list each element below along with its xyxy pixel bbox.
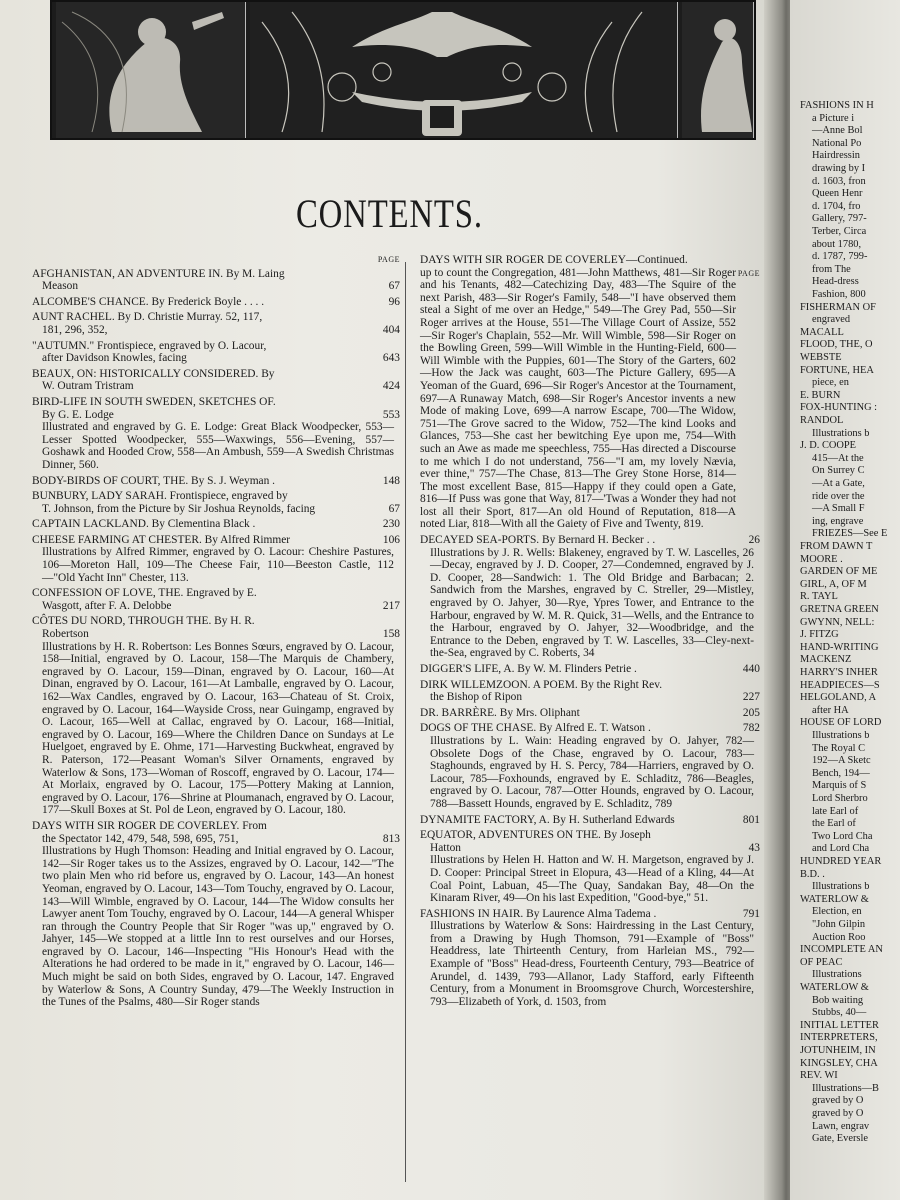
facing-page-line: INITIAL LETTER (800, 1019, 879, 1031)
facing-page-line: Auction Roo (812, 931, 866, 943)
entry-page-number: 43 (748, 841, 760, 854)
entry-page-number: 791 (742, 907, 760, 920)
entry-title: "AUTUMN." Frontispiece, engraved by O. Lacour, (32, 339, 267, 352)
facing-page-line: Illustrations—B (812, 1082, 879, 1094)
facing-page-line: MACKENZ (800, 654, 852, 666)
entry-page-number: 424 (382, 380, 400, 393)
facing-page-line: WATERLOW & (800, 982, 869, 993)
facing-page-line: "John Gilpin (812, 919, 866, 930)
entry-illustrations: Illustrations by L. Wain: Heading engraved by O. Jahyer, 782—Obsolete Dogs of the Chase, engraved by O. Lacour, 783—Staghounds, engraved by H. S. Percy, 784—Harriers, engraved by O. Lacour, 785—Foxhounds, engraved by E. Schladitz, 786—Beagles, engraved by O. Lacour, 787—Otter Hounds, engraved by O. Lacour, 788—Bassett Hounds, engraved by E. Schladitz, 789 (430, 734, 754, 810)
contents-column-left (32, 254, 400, 1012)
facing-page-line: HARRY'S INHER (800, 667, 878, 678)
facing-page-line: after HA (812, 704, 849, 716)
facing-page-line: GARDEN OF ME (800, 566, 878, 578)
banner-illustration (52, 2, 758, 142)
entry-byline: the Spectator 142, 479, 548, 598, 695, 751, (42, 832, 239, 845)
facing-page-line: FASHIONS IN H (800, 100, 874, 111)
entry-page-number: 67 (388, 502, 400, 515)
contents-entry (32, 475, 400, 488)
facing-page-line: Lawn, engrav (812, 1120, 870, 1132)
decorative-banner (50, 0, 756, 140)
entry-byline: Wasgott, after F. A. Delobbe (42, 599, 172, 612)
facing-page-line: d. 1603, fron (812, 175, 866, 187)
column-divider (405, 262, 406, 1182)
contents-entry (32, 268, 400, 293)
contents-entry (32, 368, 400, 393)
facing-page-line: Bob waiting (812, 994, 864, 1006)
contents-column-right (420, 254, 760, 1011)
facing-page-line: 192—A Sketc (812, 755, 871, 767)
entry-byline: Robertson (42, 628, 89, 641)
facing-page-line: HELGOLAND, A (800, 692, 877, 704)
entry-page-number: 67 (388, 280, 400, 293)
entry-page-number: 440 (742, 663, 760, 675)
entry-title: EQUATOR, ADVENTURES ON THE. By Joseph (420, 829, 651, 842)
facing-page-line: E. BURN (800, 389, 841, 401)
facing-page-line: drawing by I (812, 163, 866, 174)
facing-page-line: JOTUNHEIM, IN (800, 1045, 876, 1056)
contents-entry (420, 814, 760, 827)
page-column-label: PAGE (737, 269, 760, 278)
facing-page-line: FISHERMAN OF (800, 301, 876, 313)
facing-page-line: Gate, Eversle (812, 1133, 868, 1145)
facing-page-line: and Lord Cha (812, 843, 870, 855)
facing-page-line: Election, en (812, 906, 862, 918)
entry-title: BODY-BIRDS OF COURT, THE. By S. J. Weyman . (32, 474, 275, 487)
entry-title: DIGGER'S LIFE, A. By W. M. Flinders Petrie . (420, 663, 637, 675)
facing-page-line: Lord Sherbro (812, 793, 868, 804)
entry-title: AUNT RACHEL. By D. Christie Murray. 52, 117, (32, 311, 263, 324)
facing-page-line: The Royal C (812, 742, 866, 754)
facing-page-line: Terber, Circa (812, 226, 867, 237)
entry-page-number: 404 (382, 323, 400, 336)
contents-entry (420, 534, 760, 660)
entry-byline: 181, 296, 352, (42, 323, 108, 336)
entry-page-number: 643 (382, 352, 400, 365)
facing-page-line: Fashion, 800 (812, 289, 866, 300)
entry-byline: Hatton (430, 841, 462, 854)
facing-page-line: graved by O (812, 1108, 864, 1119)
facing-page-line: OF PEAC (800, 956, 843, 968)
contents-entry (420, 829, 760, 905)
entry-page-number: 227 (742, 691, 760, 704)
entry-title: DYNAMITE FACTORY, A. By H. Sutherland Edwards (420, 813, 675, 826)
facing-page-line: National Po (812, 137, 862, 149)
entry-page-number: 813 (382, 832, 400, 845)
contents-entry (32, 396, 400, 472)
facing-page-line: GRETNA GREEN (800, 604, 879, 615)
facing-page-line: ing, engrave (812, 515, 864, 527)
facing-page-line: On Surrey C (812, 465, 865, 477)
facing-page-line: d. 1704, fro (812, 200, 861, 212)
entry-byline: the Bishop of Ripon (430, 691, 523, 704)
facing-page-line: REV. WI (800, 1070, 838, 1082)
facing-page-line: graved by O (812, 1095, 864, 1107)
facing-page-line: WEBSTE (800, 352, 842, 363)
contents-entry (420, 722, 760, 810)
contents-entry (32, 296, 400, 309)
facing-page-line: Illustrations b (812, 881, 870, 893)
entry-title: DECAYED SEA-PORTS. By Bernard H. Becker . . (420, 534, 656, 547)
entry-page-number: 106 (382, 533, 400, 546)
facing-page-line: the Earl of (812, 818, 856, 830)
facing-page-line: GIRL, A, OF M (800, 578, 867, 590)
contents-entry (32, 490, 400, 515)
entry-page-number: 782 (742, 722, 760, 735)
facing-page-line: Illustrations (812, 969, 862, 981)
facing-page-line: about 1780, (812, 238, 862, 250)
facing-page-line: MACALL (800, 326, 844, 338)
facing-page-line: J. D. COOPE (800, 440, 857, 452)
entry-title: DAYS WITH SIR ROGER DE COVERLEY—Continued. (420, 254, 688, 266)
facing-page-line: —A Small F (812, 503, 865, 515)
entry-title: DR. BARRÈRE. By Mrs. Oliphant (420, 706, 580, 719)
facing-page-line: late Earl of (812, 805, 859, 817)
facing-page-line: 415—At the (812, 452, 864, 464)
entry-byline: Meason (42, 280, 79, 293)
entry-title: ALCOMBE'S CHANCE. By Frederick Boyle . . . . (32, 295, 265, 308)
contents-entry (32, 518, 400, 531)
facing-page-line: from The (812, 263, 851, 275)
contents-entry (32, 615, 400, 817)
entry-page-number: 26 (748, 534, 760, 547)
contents-entry (32, 311, 400, 336)
contents-entry (420, 254, 760, 531)
entry-page-number: 217 (382, 599, 400, 612)
facing-page-line: Two Lord Cha (812, 830, 873, 842)
entry-page-number: 801 (742, 813, 760, 826)
facing-page-line: RANDOL (800, 415, 844, 426)
facing-page-line: Stubbs, 40— (812, 1007, 867, 1019)
facing-page-line: FORTUNE, HEA (800, 364, 874, 376)
entry-illustrations: Illustrations by H. R. Robertson: Les Bonnes Sœurs, engraved by O. Lacour, 158—Initial, engraved by O. Lacour, 158—The Marquis de Chambery, engraved by O. Lacour, 159—Dinan, engraved by O. Lacour, 160—At Dinan, engraved by O. Lacour, 161—At Lamballe, engraved by O. Lacour, 162—Wax Candles, engraved by O. Lacour, 163—Chateau of St. Croix, engraved by O. Lacour, 164—Wayside Cross, near Guingamp, engraved by O. Lacour, 165—Well at Callac, engraved by O. Lacour, 168—Initial, engraved by O. Lacour, 169—Where the Children Dance on Sundays at Le Huelgoet, engraved by E. Ohme, 171—Harvesting Buckwheat, engraved by R. Paterson, 172—Peasant Woman's Silver Ornaments, engraved by Waterlow & Sons, 173—Woman of Roscoff, engraved by O. Lacour, 174—At Morlaix, engraved by O. Lacour, 175—Pottery Making at Lannion, engraved by O. Lacour, 176—Shrine at Ploumanach, engraved by O. Lacour, 177—Skull Boxes at St. Pol de Leon, engraved by O. Lacour, 180. (42, 640, 394, 817)
facing-page-line: a Picture i (812, 112, 855, 124)
facing-page-line: INCOMPLETE AN (800, 944, 883, 956)
page-column-label: PAGE (377, 255, 400, 264)
facing-page-line: FOX-HUNTING : (800, 402, 878, 414)
entry-page-number: 230 (382, 518, 400, 531)
contents-entry (32, 820, 400, 1009)
facing-page-line: HUNDRED YEAR (800, 856, 882, 867)
facing-page-line: Bench, 194— (812, 767, 870, 779)
entry-title: AFGHANISTAN, AN ADVENTURE IN. By M. Laing (32, 267, 285, 280)
contents-entry (420, 707, 760, 720)
entry-byline: T. Johnson, from the Picture by Sir Joshua Reynolds, facing (42, 502, 316, 515)
facing-page-line: FROM DAWN T (800, 541, 873, 552)
facing-page-line: Head-dress (812, 276, 859, 288)
entry-title: CHEESE FARMING AT CHESTER. By Alfred Rimmer (32, 533, 291, 546)
facing-page-line: ride over the (812, 490, 865, 502)
entry-title: FASHIONS IN HAIR. By Laurence Alma Tadema . (420, 907, 657, 920)
facing-page-line: —Anne Bol (812, 125, 863, 137)
entry-title: CAPTAIN LACKLAND. By Clementina Black . (32, 518, 256, 531)
entry-title: DIRK WILLEMZOON. A POEM. By the Right Rev. (420, 678, 663, 691)
facing-page-line: Queen Henr (812, 188, 863, 200)
facing-page-line: piece, en (812, 377, 849, 389)
entry-illustrations: Illustrations by Helen H. Hatton and W. H. Margetson, engraved by J. D. Cooper: Principal Street in Elopura, 43—Head of a Kling, 44—At Coal Point, Labuan, 45—The Quay, Sandakan Bay, 48—On the Kinaram River, 49—On his last Expedition, "Good-bye," 51. (430, 854, 754, 905)
facing-page-fragment (790, 0, 900, 1200)
facing-page-line: FRIEZES—See E (812, 528, 888, 540)
contents-entry (32, 534, 400, 584)
entry-title: BIRD-LIFE IN SOUTH SWEDEN, SKETCHES OF. (32, 395, 276, 408)
facing-page-line: B.D. . (800, 868, 825, 880)
entry-illustrations: Illustrations by J. R. Wells: Blakeney, engraved by T. W. Lascelles, 26—Decay, engraved by J. D. Cooper, 27—Condemned, engraved by J. D. Cooper, 28—Sandwich: 1. The Old Bridge and Barbacan; 2. Sandwich from the Marshes, engraved by C. Streller, 29—Mistley, engraved by O. Jahyer, 30—Rye, Ypres Tower, and Entrance to the Harbour, engraved by W. M. R. Quick, 31—Wells, and the Entrance to the Harbour, engraved by O. Jahyer, 32—Woodbridge, and the Entrance to the Deben, engraved by T. W. Lascelles, 33—Cley-next-the-Sea, engraved by C. Roberts, 34 (430, 546, 754, 660)
entry-title: BUNBURY, LADY SARAH. Frontispiece, engraved by (32, 490, 288, 503)
entry-byline: By G. E. Lodge (42, 408, 114, 421)
page-title: CONTENTS. (295, 191, 483, 236)
facing-page-line: Hairdressin (812, 150, 860, 162)
facing-page-line: Illustrations b (812, 427, 870, 439)
facing-page-line: Gallery, 797- (812, 213, 867, 225)
facing-page-line: d. 1787, 799- (812, 251, 868, 263)
facing-page-line: GWYNN, NELL: (800, 616, 875, 628)
facing-page-line: FLOOD, THE, O (800, 339, 873, 351)
facing-page-line: R. TAYL (800, 591, 838, 603)
entry-byline: W. Outram Tristram (42, 380, 134, 393)
contents-entry (420, 679, 760, 704)
facing-page-line: MOORE . (800, 553, 843, 565)
entry-title: BEAUX, ON: HISTORICALLY CONSIDERED. By (32, 367, 275, 380)
entry-illustrations: up to count the Congregation, 481—John Matthews, 481—Sir Roger and his Tenants, 482—Catechizing Day, 483—The Squire of the next Parish, 483—Sir Roger's Family, 548—"I have observed them steal a Sight of me over an Hedge," 549—The Grey Pad, 550—Sir Roger arrives at the House, 551—The Village Court of Assize, 552—Sir Roger's Chaplain, 552—Mr. Will Wimble, 598—Sir Roger on the Bowling Green, 599—Will Wimble in the Hunting-Field, 600—Will Wimble with the Puppies, 601—The Story of the Garters, 602—How the Jack was caught, 603—The Picture Gallery, 695—A Yeoman of the Guard, 696—Sir Roger's Ancestor at the Tournament, 697—A Runaway Match, 698—Sir Roger's Ancestor invents a new Mode of making Love, 699—A narrow Escape, 700—The Widow, 751—The Grove sacred to the Widow, 752—The kind Looks and Glances, 753—She cast her bewitching Eye upon me, 754—With such an Awe as made me speechless, 755—Has directed a Discourse to me which I do not understand, 756—"I am, my lovely Nævia, ever thine," 757—The Chase, 813—The Grey Stone Horse, 814—The most excellent Base, 815—Happy if they could open a Gate, 816—If Puss was gone that Way, 817—'Twas a Wonder they had not lost all their Sport, 817—An old Hound of Reputation, 818—A noted Liar, 818—With all the Gaiety of Five and Twenty, 819. (420, 266, 736, 531)
entry-title: DAYS WITH SIR ROGER DE COVERLEY. From (32, 819, 267, 832)
facing-page-line: HEADPIECES—S (800, 679, 880, 691)
entry-byline: after Davidson Knowles, facing (42, 352, 187, 365)
facing-page-line: HAND-WRITING (800, 641, 879, 653)
facing-page-line: J. FITZG (800, 629, 839, 641)
facing-page-line: WATERLOW & (800, 893, 869, 905)
entry-title: CÔTES DU NORD, THROUGH THE. By H. R. (32, 615, 255, 628)
facing-page-line: Illustrations b (812, 730, 870, 741)
entry-illustrations: Illustrated and engraved by G. E. Lodge: Great Black Woodpecker, 553—Lesser Spotted Woodpecker, 555—Waxwings, 556—Evening, 557—Goshawk and Hooded Crow, 558—An Ambush, 559—A Swedish Christmas Dinner, 560. (42, 421, 394, 471)
facing-page-line: —At a Gate, (812, 478, 865, 489)
entry-page-number: 205 (742, 706, 760, 719)
entry-title: DOGS OF THE CHASE. By Alfred E. T. Watson . (420, 722, 651, 735)
entry-page-number: 553 (382, 408, 400, 421)
entry-page-number: 158 (382, 628, 400, 641)
facing-page-line: engraved (812, 314, 851, 326)
entry-illustrations: Illustrations by Hugh Thomson: Heading and Initial engraved by O. Lacour, 142—Sir Roger takes us to the Assizes, engraved by O. Lacour, 142—"The two plain Men who rid before us, engraved by O. Lacour, 143—An honest Yeoman, engraved by O. Lacour, 143—Tom Touchy, engraved by O. Lacour, 143—Will Wimble, engraved by O. Lacour, 144—The Widow consults her Lawyer anent Tom Touchy, engraved by O. Lacour, 144—A general Whisper ran through the Country People that Sir Roger "was up," engraved by O. Jahyer, 145—We stopped at a little Inn to rest ourselves and our Horses, engraved by O. Lacour, 146—Inspecting "His Honour's Head with the Alterations he had ordered to be made in it," engraved by O. Lacour, 146—Much might be said on both Sides, engraved by O. Lacour, 147. Engraved by Waterlow & Sons, A Country Sunday, 479—The Weekly Instruction in the Tunes of the Psalms, 480—Sir Roger stands (42, 845, 394, 1009)
facing-page-line: KINGSLEY, CHA (800, 1057, 878, 1069)
entry-page-number: 148 (382, 474, 400, 487)
contents-entry (420, 908, 760, 1009)
entry-illustrations: Illustrations by Waterlow & Sons: Hairdressing in the Last Century, from a Drawing by Hugh Thomson, 791—Example of "Boss" Headdress, late Thirteenth Century, from Harleian MS., 792—Example of "Boss" Head-dress, Fourteenth Century, 793—Beatrice of Arundel, d. 1439, 793—Allanor, Lady Stafford, early Fifteenth Century, from a Monument in Broomsgrove Church, Worcestershire, 793—Elizabeth of York, d. 1503, from (430, 920, 754, 1008)
contents-entry (32, 587, 400, 612)
contents-entry (32, 340, 400, 365)
facing-page-line: Marquis of S (812, 780, 867, 792)
contents-entry (420, 663, 760, 676)
entry-page-number: 96 (388, 295, 400, 308)
facing-page-line: INTERPRETERS, (800, 1032, 878, 1044)
facing-page-line: HOUSE OF LORD (800, 717, 882, 729)
entry-title: CONFESSION OF LOVE, THE. Engraved by E. (32, 587, 257, 600)
entry-illustrations: Illustrations by Alfred Rimmer, engraved by O. Lacour: Cheshire Pastures, 106—Moreton Hall, 109—The Cheese Fair, 110—Beeston Castle, 112—"Old Yacht Inn" Chester, 113. (42, 546, 394, 584)
